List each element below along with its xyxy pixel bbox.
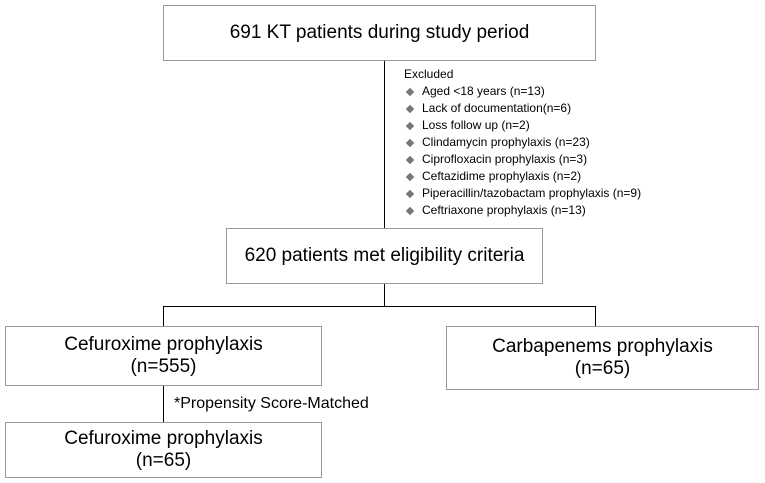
- box-cefuroxime-matched-line2: (n=65): [135, 450, 192, 471]
- excluded-item: [404, 134, 641, 151]
- excluded-item-text: Clindamycin prophylaxis (n=23): [422, 135, 590, 149]
- box-cefuroxime-matched-line1: Cefuroxime prophylaxis: [64, 428, 263, 449]
- diamond-bullet-icon: [406, 104, 414, 112]
- excluded-item-text: Piperacillin/tazobactam prophylaxis (n=9): [422, 186, 642, 200]
- excluded-item-text: Lack of documentation(n=6): [422, 101, 572, 115]
- box-carbapenems-line2: (n=65): [574, 358, 631, 379]
- excluded-item: [404, 151, 641, 168]
- diamond-bullet-icon: [406, 138, 414, 146]
- box-cefuroxime-matched: [5, 422, 322, 478]
- excluded-item: [404, 185, 641, 202]
- excluded-title: Excluded: [404, 67, 454, 81]
- excluded-item-text: Ciprofloxacin prophylaxis (n=3): [422, 152, 588, 166]
- box-cefuroxime: [5, 326, 322, 386]
- connector-branch-left: [163, 306, 164, 326]
- diamond-bullet-icon: [406, 121, 414, 129]
- box-cefuroxime-line2: (n=555): [130, 356, 197, 377]
- box-cefuroxime-line1: Cefuroxime prophylaxis: [64, 334, 263, 355]
- diamond-bullet-icon: [406, 172, 414, 180]
- excluded-list: [404, 66, 641, 219]
- excluded-item: [404, 100, 641, 117]
- box-total-patients-text: 691 KT patients during study period: [229, 22, 530, 43]
- box-total-patients: [163, 5, 596, 61]
- box-carbapenems: [446, 326, 759, 390]
- excluded-item-text: Aged <18 years (n=13): [422, 84, 545, 98]
- diamond-bullet-icon: [406, 155, 414, 163]
- connector-eligible-down: [384, 284, 385, 306]
- excluded-item-text: Loss follow up (n=2): [422, 118, 530, 132]
- excluded-item-text: Ceftazidime prophylaxis (n=2): [422, 169, 582, 183]
- diamond-bullet-icon: [406, 206, 414, 214]
- connector-branch-horizontal: [163, 306, 595, 307]
- excluded-item-text: Ceftriaxone prophylaxis (n=13): [422, 203, 586, 217]
- excluded-item: [404, 168, 641, 185]
- box-eligible-patients: [226, 228, 543, 284]
- excluded-item: [404, 117, 641, 134]
- excluded-item: [404, 202, 641, 219]
- diamond-bullet-icon: [406, 87, 414, 95]
- propensity-score-label: *Propensity Score-Matched: [174, 395, 369, 412]
- connector-cefuroxime-to-matched: [163, 386, 164, 422]
- connector-top-to-eligible: [384, 61, 385, 228]
- diamond-bullet-icon: [406, 189, 414, 197]
- excluded-item: [404, 83, 641, 100]
- connector-branch-right: [595, 306, 596, 326]
- box-carbapenems-line1: Carbapenems prophylaxis: [492, 336, 713, 357]
- box-eligible-patients-text: 620 patients met eligibility criteria: [244, 245, 525, 266]
